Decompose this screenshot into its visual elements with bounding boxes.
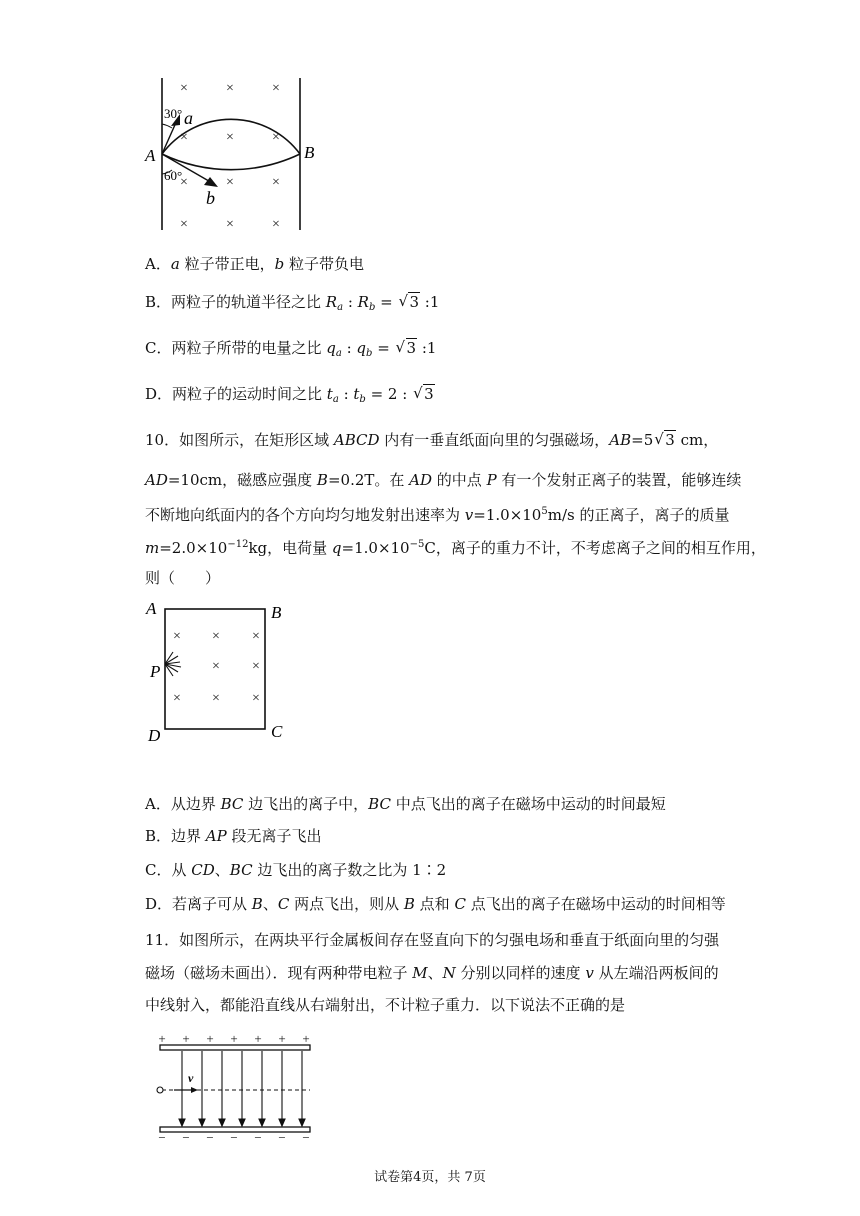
field-cross-mark: × [272,130,280,145]
field-cross-mark: × [226,81,234,96]
label-D: D [148,726,161,745]
field-arrowhead [299,1119,305,1126]
label-B: B [271,603,282,622]
field-cross-mark: × [173,691,181,706]
field-cross-mark: × [252,629,260,644]
field-cross-mark: × [272,81,280,96]
label-C: C [271,722,283,741]
field-cross-mark: × [226,130,234,145]
plus-charge-mark: + [158,1034,166,1046]
plus-charge-mark: + [230,1034,238,1046]
field-cross-mark: × [180,175,188,190]
field-arrowhead [279,1119,285,1126]
figure-rectangle-abcd [140,598,300,748]
label-B: B [304,143,315,162]
field-cross-mark: × [180,217,188,232]
plus-charge-mark: + [182,1034,190,1046]
field-cross-mark: × [272,217,280,232]
q9-option-a: A．a 粒子带正电，b 粒子带负电 [145,255,364,273]
q11-line-2: 磁场（磁场未画出）．现有两种带电粒子 M、N 分别以同样的速度 v 从左端沿两板间的 [145,964,719,982]
field-cross-mark: × [212,659,220,674]
field-cross-mark: × [252,691,260,706]
field-arrowhead [199,1119,205,1126]
q10-line-2: AD=10cm，磁感应强度 B=0.2T。在 AD 的中点 P 有一个发射正离子的装置，能够连续 [145,471,742,489]
field-cross-mark: × [173,629,181,644]
field-cross-mark: × [226,217,234,232]
plus-charge-mark: + [302,1034,310,1046]
figure-parallel-plates [150,1034,320,1144]
q10-option-a: A．从边界 BC 边飞出的离子中，BC 中点飞出的离子在磁场中运动的时间最短 [145,795,666,813]
angle-60: 60° [164,168,183,183]
minus-charge-mark: − [182,1130,190,1144]
plus-charge-mark: + [206,1034,214,1046]
minus-charge-mark: − [302,1130,310,1144]
field-arrowhead [259,1119,265,1126]
q10-line-1: 10．如图所示，在矩形区域 ABCD 内有一垂直纸面向里的匀强磁场，AB=5√ 3 cm， [145,430,718,450]
field-cross-mark: × [226,175,234,190]
field-cross-mark: × [252,659,260,674]
minus-charge-mark: − [206,1130,214,1144]
velocity-label: v [188,1071,194,1085]
field-cross-mark: × [212,691,220,706]
plus-charge-mark: + [254,1034,262,1046]
field-cross-mark: × [180,81,188,96]
page-footer: 试卷第4页，共 7页 [374,1170,486,1185]
label-b: b [206,188,215,208]
minus-charge-mark: − [254,1130,262,1144]
q10-line-4: $m=2.0\times 10^{-12}kg$，电荷量 $q=1.0\times 10^{-5}C$，离子的重力不计，不考虑离子之间的相互作用， [145,539,766,557]
minus-charge-mark: − [230,1130,238,1144]
field-arrowhead [239,1119,245,1126]
field-cross-mark: × [212,629,220,644]
label-A: A [146,599,157,618]
q11-line-1: 11．如图所示，在两块平行金属板间存在竖直向下的匀强电场和垂直于纸面向里的匀强 [145,931,720,949]
angle-30: 30° [164,106,183,121]
q10-option-c: C．从 CD、BC 边飞出的离子数之比为 1∶2 [145,861,447,879]
field-arrowhead [219,1119,225,1126]
field-cross-mark: × [272,175,280,190]
label-P: P [150,662,161,681]
minus-charge-mark: − [158,1130,166,1144]
q9-option-c: C．两粒子所带的电量之比 $q_a$ : $q_b$ = √ 3 :1 [145,338,436,364]
label-A: A [145,146,156,165]
minus-charge-mark: − [278,1130,286,1144]
q11-line-3: 中线射入，都能沿直线从右端射出，不计粒子重力．以下说法不正确的是 [145,996,626,1014]
field-arrowhead [179,1119,185,1126]
figure-particle-arcs [140,74,330,234]
plus-charge-mark: + [278,1034,286,1046]
q10-line-3: 不断地向纸面内的各个方向均匀地发射出速率为 $v=1.0\times 10^5m/s$ 的正离子，离子的质量 [145,506,730,524]
q10-option-b: B．边界 AP 段无离子飞出 [145,827,322,845]
q10-line-5: 则（ ） [145,569,221,587]
q10-option-d: D．若离子可从 B、C 两点飞出，则从 B 点和 C 点飞出的离子在磁场中运动的时间相等 [145,895,726,913]
field-cross-mark: × [180,130,188,145]
q9-option-b: B．两粒子的轨道半径之比 $R_a$ : $R_b$ = √ 3 :1 [145,292,439,318]
q9-option-d: D．两粒子的运动时间之比 $t_a$ : $t_b = 2$ : √ 3 [145,384,435,410]
label-a: a [184,108,193,128]
